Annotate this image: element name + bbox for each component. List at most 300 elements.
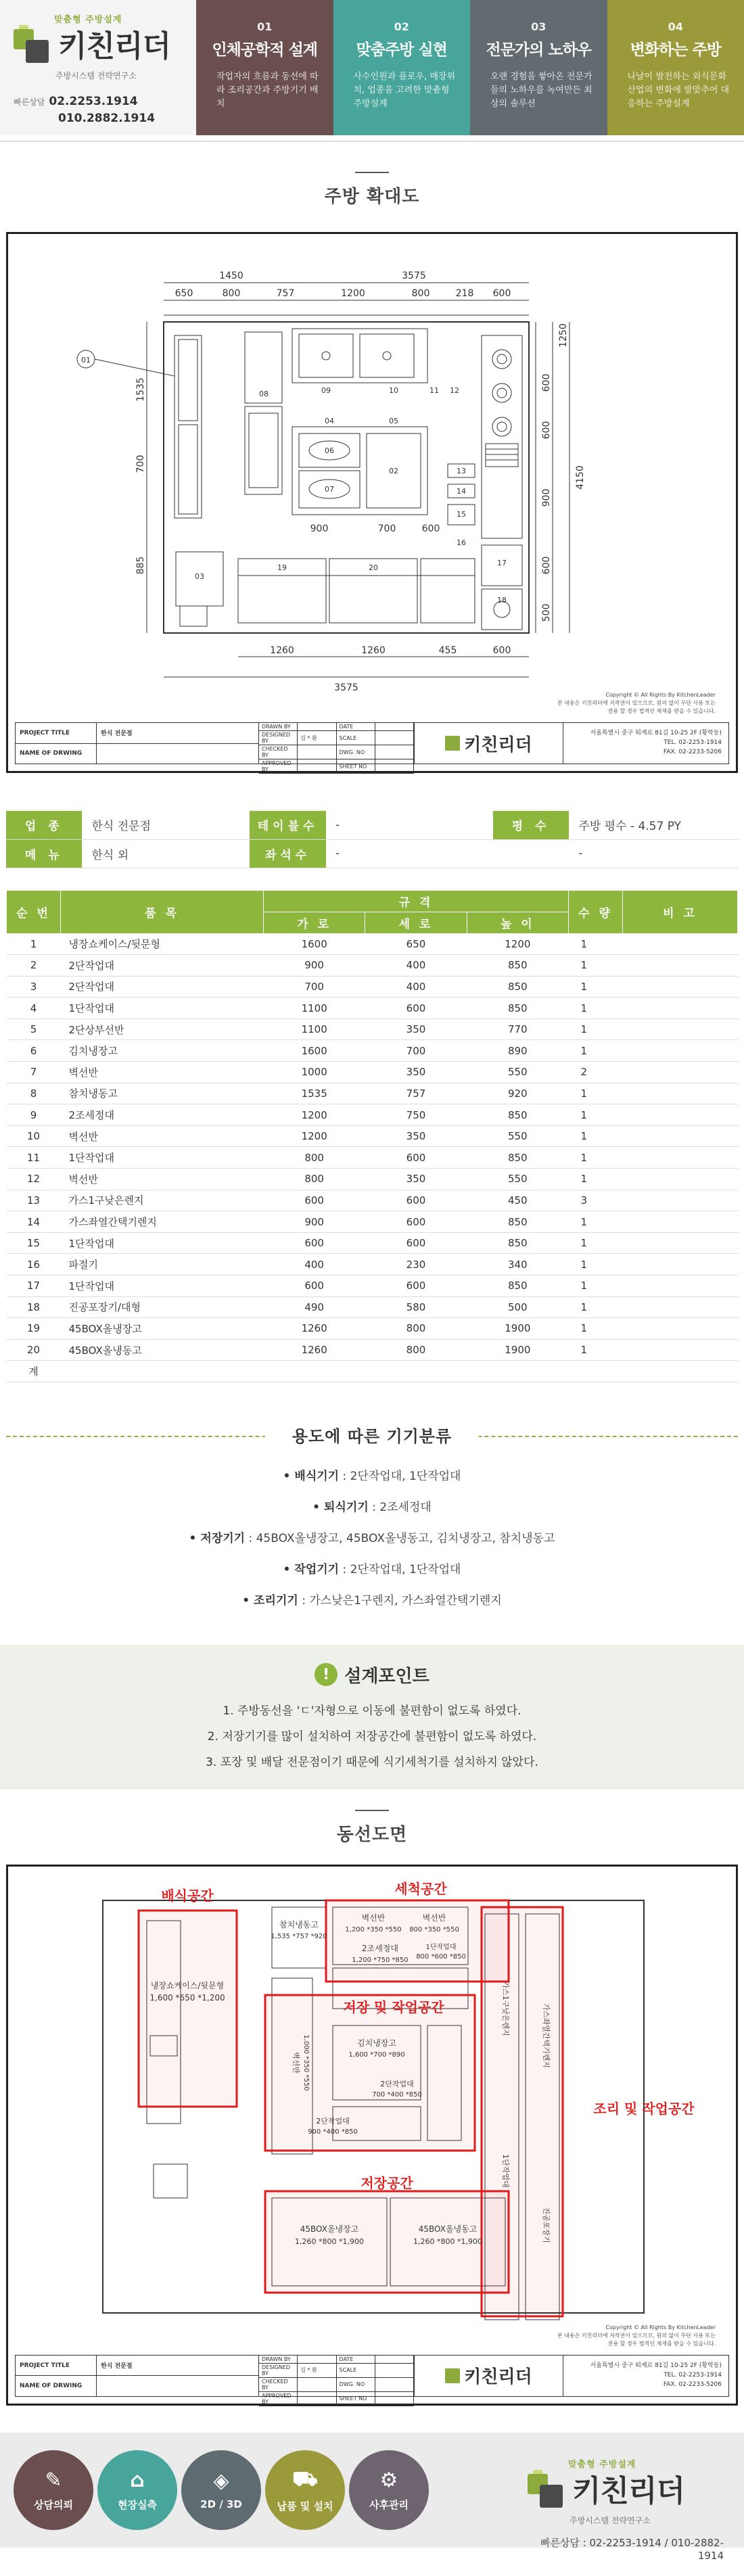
button-label: 현장실측 — [118, 2498, 157, 2511]
cell-height: 850 — [467, 955, 568, 977]
cell-no: 11 — [7, 1147, 61, 1169]
project-title-label: PROJECT TITLE — [16, 723, 97, 743]
footer — [0, 2433, 744, 2562]
cell-height: 770 — [467, 1018, 568, 1040]
feature-1 — [196, 0, 333, 135]
table-row — [7, 1083, 738, 1104]
item-label: 05 — [389, 417, 398, 425]
feature-num: 02 — [394, 20, 409, 33]
cell-height: 850 — [467, 1211, 568, 1233]
zone-label-cook-work: 조리 및 작업공간 — [593, 2100, 695, 2117]
feature-num: 01 — [257, 20, 273, 33]
item-label: 09 — [321, 386, 331, 395]
usage-key: 퇴식기기 — [324, 1500, 369, 1514]
cell-no: 15 — [7, 1232, 61, 1254]
cell-depth: 350 — [365, 1169, 467, 1190]
cell-note — [623, 955, 738, 977]
title-block-grid — [259, 723, 415, 772]
cell-qty: 1 — [569, 1125, 623, 1147]
cell-depth: 350 — [365, 1125, 467, 1147]
cell-item: 파절기 — [61, 1254, 264, 1275]
info-value: - — [326, 839, 493, 868]
feature-title: 전문가의 노하우 — [486, 41, 592, 59]
cell-width: 1260 — [264, 1339, 365, 1361]
contact-number[interactable]: 02-2253-1914 / 010-2882-1914 — [589, 2536, 724, 2562]
dim-label: 1250 — [558, 323, 569, 348]
cell-item: 벽선반 — [61, 1062, 264, 1083]
cell-item: 45BOX올냉장고 — [61, 1318, 264, 1340]
logo-subtitle: 주방시스템 전략연구소 — [569, 2515, 651, 2525]
cell-height: 1900 — [467, 1318, 568, 1340]
scale-label: SCALE — [337, 731, 375, 745]
col-size: 규 격 — [264, 890, 569, 912]
feature-desc: 작업자의 흐름과 동선에 따라 조리공간과 주방기기 배치 — [216, 72, 319, 109]
table-row — [7, 1254, 738, 1275]
table-row — [7, 1169, 738, 1190]
cell-height: 1900 — [467, 1339, 568, 1361]
cell-height: 850 — [467, 1275, 568, 1297]
item-label: 20 — [369, 563, 378, 572]
cell-depth: 650 — [365, 933, 467, 955]
col-depth: 세 로 — [365, 912, 467, 933]
cell-qty: 1 — [569, 1275, 623, 1297]
equip-label: 45BOX올냉장고 — [300, 2224, 359, 2234]
logo-mark-icon — [528, 2470, 567, 2513]
zone-label-store-work: 저장 및 작업공간 — [343, 1998, 444, 2015]
footer-logo[interactable] — [528, 2457, 724, 2562]
cell-qty — [569, 1361, 623, 1382]
table-row — [7, 1232, 738, 1254]
usage-title — [6, 1423, 738, 1450]
equip-label: 가스1구낮은렌지 — [501, 1981, 510, 2036]
cell-depth: 600 — [365, 998, 467, 1019]
scale-label: SCALE — [337, 2364, 375, 2378]
title-block-grid — [259, 2356, 415, 2405]
date-label: DATE — [337, 2356, 375, 2364]
designed-by: DESIGNED BY — [259, 731, 298, 745]
copyright-note: 본 내용은 키친리더에 저작권이 있으므로, 원의 없이 무단 사용 또는 전용 할 경우 법적인 제재를 받을 수 있습니다. — [557, 2332, 716, 2347]
cell-qty: 1 — [569, 1147, 623, 1169]
cell-depth: 800 — [365, 1318, 467, 1340]
designed-by: DESIGNED BY — [259, 2364, 298, 2378]
table-row — [7, 1125, 738, 1147]
item-label: 15 — [457, 510, 466, 519]
flow-plan-svg — [15, 1873, 729, 2347]
item-label: 13 — [457, 467, 466, 475]
equip-dim: 1,200 *750 *850 — [352, 1956, 409, 1964]
cell-depth: 600 — [365, 1147, 467, 1169]
dim-label: 3575 — [334, 682, 358, 693]
dim-label: 600 — [541, 421, 552, 440]
cell-no: 9 — [7, 1104, 61, 1126]
aftercare-button[interactable] — [349, 2450, 429, 2530]
cell-qty: 1 — [569, 1169, 623, 1190]
dim-label: 218 — [455, 288, 474, 299]
table-row — [7, 1275, 738, 1297]
dim-label: 700 — [135, 454, 146, 473]
dim-label: 885 — [135, 556, 146, 575]
dwg-no: DWG. NO — [337, 745, 375, 759]
fax: FAX. 02-2233-5206 — [663, 2381, 722, 2388]
cell-qty: 1 — [569, 1318, 623, 1340]
logo-name: 키친리더 — [58, 29, 171, 64]
cell-no: 7 — [7, 1062, 61, 1083]
usage-key: 작업기기 — [294, 1562, 340, 1576]
usage-item: • 조리기기 : 가스낮은1구렌지, 가스좌열간택기렌지 — [242, 1593, 502, 1608]
equip-dim: 1,600 *650 *1,200 — [149, 1992, 225, 2003]
equip-dim: 700 *400 *850 — [372, 2090, 422, 2099]
info-value: 주방 평수 - 4.57 PY — [569, 811, 738, 839]
table-row — [7, 1104, 738, 1126]
phone-2[interactable]: 010.2882.1914 — [58, 112, 156, 125]
floor-plan-svg — [15, 241, 729, 714]
title-block — [15, 722, 729, 772]
usage-key: 저장기기 — [200, 1531, 246, 1545]
usage-value: 2단작업대, 1단작업대 — [350, 1469, 461, 1483]
cell-no: 16 — [7, 1254, 61, 1275]
layers-icon: ◈ — [213, 2469, 229, 2493]
cell-note — [623, 998, 738, 1019]
table-row — [7, 1018, 738, 1040]
cell-width: 400 — [264, 1254, 365, 1275]
flow-plan — [6, 1865, 738, 2406]
drawn-by: DRAWN BY — [259, 2356, 298, 2364]
sheet-no: SHEET NO — [337, 759, 375, 774]
cell-height: 850 — [467, 976, 568, 998]
info-row — [6, 811, 738, 839]
wrench-icon: ⚙ — [379, 2468, 398, 2492]
fax: FAX. 02-2233-5206 — [663, 749, 722, 755]
info-label: 메 뉴 — [6, 839, 82, 868]
equip-label: 진공포장기 — [542, 2207, 551, 2243]
cell-width: 1600 — [264, 933, 365, 955]
equip-dim: 800 *350 *550 — [409, 1925, 459, 1934]
table-row — [7, 1040, 738, 1062]
cell-note — [623, 1296, 738, 1318]
dim-label: 700 — [377, 523, 396, 534]
equip-label: 냉장쇼케이스/뒷문형 — [150, 1980, 225, 1990]
info-value: 한식 전문점 — [82, 811, 250, 839]
cell-width: 700 — [264, 976, 365, 998]
site-measure-button[interactable] — [97, 2450, 177, 2530]
cell-item: 1단작업대 — [61, 1232, 264, 1254]
project-title: 한식 전문점 — [101, 730, 133, 738]
address: 서울특별시 중구 퇴계로 81길 10-25 2F (황학동) — [590, 2362, 722, 2369]
cell-height: 550 — [467, 1062, 568, 1083]
info-label: 테이블수 — [250, 811, 325, 839]
cell-height: 850 — [467, 1104, 568, 1126]
col-no: 순 번 — [7, 890, 61, 933]
cell-width: 1260 — [264, 1318, 365, 1340]
kitchen-floor-plan — [6, 232, 738, 773]
usage-item: • 작업기기 : 2단작업대, 1단작업대 — [283, 1562, 461, 1576]
table-row — [7, 1062, 738, 1083]
usage-value: 2조세정대 — [379, 1500, 432, 1514]
logo-mark-icon — [445, 2368, 460, 2383]
dim-label: 650 — [175, 288, 193, 299]
cell-height: 890 — [467, 1040, 568, 1062]
cell-no: 4 — [7, 998, 61, 1019]
copyright-note: 본 내용은 키친리더에 저작권이 있으므로, 원의 없이 무단 사용 또는 전용 할 경우 법적인 제재를 받을 수 있습니다. — [557, 700, 716, 714]
dim-label: 455 — [438, 645, 457, 656]
cell-qty: 1 — [569, 1083, 623, 1104]
cell-height: 550 — [467, 1125, 568, 1147]
info-value: - — [569, 839, 738, 868]
equip-dim: 1,535 *757 *920 — [271, 1932, 327, 1940]
cell-item: 벽선반 — [61, 1169, 264, 1190]
item-label: 19 — [277, 563, 287, 572]
cell-depth: 350 — [365, 1062, 467, 1083]
item-label: 17 — [497, 559, 507, 567]
cell-depth: 600 — [365, 1190, 467, 1211]
item-label: 06 — [325, 446, 334, 455]
logo-tagline: 맞춤형 주방설계 — [54, 15, 122, 25]
cell-no: 14 — [7, 1211, 61, 1233]
equip-label: 1단작업대 — [501, 2154, 510, 2188]
logo-mark-icon — [14, 25, 53, 68]
equip-label: 2조세정대 — [361, 1943, 399, 1953]
usage-key: 조리기기 — [254, 1593, 298, 1608]
cell-no: 17 — [7, 1275, 61, 1297]
cell-note — [623, 1254, 738, 1275]
feature-4 — [607, 0, 744, 135]
dim-label: 600 — [541, 373, 552, 392]
cell-item: 1단작업대 — [61, 998, 264, 1019]
cell-no: 19 — [7, 1318, 61, 1340]
cell-item: 진공포장기/대형 — [61, 1296, 264, 1318]
cell-height: 850 — [467, 998, 568, 1019]
cell-width — [264, 1361, 365, 1382]
project-info-table — [6, 811, 738, 868]
equip-label: 2단작업대 — [316, 2116, 350, 2126]
feature-title: 변화하는 주방 — [630, 41, 721, 59]
cell-width: 1600 — [264, 1040, 365, 1062]
cell-item: 참치냉동고 — [61, 1083, 264, 1104]
logo-subtitle: 주방시스템 전략연구소 — [55, 71, 137, 80]
table-row — [7, 955, 738, 977]
cell-width: 900 — [264, 955, 365, 977]
cell-note — [623, 1318, 738, 1340]
item-label: 11 — [429, 386, 439, 395]
date-label: DATE — [337, 723, 375, 731]
cell-no: 3 — [7, 976, 61, 998]
feature-desc: 오랜 경험을 쌓아온 전문가들의 노하우를 녹여만든 최상의 솔루션 — [490, 72, 592, 109]
title-block-logo — [415, 2356, 563, 2396]
dim-label: 1535 — [135, 377, 146, 402]
cell-note — [623, 1169, 738, 1190]
cell-no: 5 — [7, 1018, 61, 1040]
cell-qty: 1 — [569, 955, 623, 977]
equip-label: 2단작업대 — [380, 2079, 414, 2088]
copyright-line: Copyright © All Rights By KitchenLeader — [605, 692, 716, 698]
table-row — [7, 998, 738, 1019]
spec-body — [7, 933, 738, 1382]
cell-depth: 600 — [365, 1232, 467, 1254]
cell-note — [623, 1083, 738, 1104]
phone-1[interactable]: 02.2253.1914 — [49, 95, 138, 108]
design-point: 1. 주방동선을 'ㄷ'자형으로 이동에 불편함이 없도록 하였다. — [223, 1704, 521, 1718]
usage-value: 2단작업대, 1단작업대 — [350, 1562, 461, 1576]
cell-width: 1535 — [264, 1083, 365, 1104]
design-point: 2. 저장기기를 많이 설치하여 저장공간에 불편함이 없도록 하였다. — [207, 1729, 537, 1743]
cell-qty: 1 — [569, 976, 623, 998]
button-label: 2D / 3D — [200, 2498, 242, 2511]
feature-title: 맞춤주방 실현 — [356, 41, 447, 59]
cell-item: 가스좌열간택기렌지 — [61, 1211, 264, 1233]
cell-note — [623, 1040, 738, 1062]
equip-dim: 1,200 *350 *550 — [345, 1925, 402, 1934]
cell-no: 20 — [7, 1339, 61, 1361]
cell-note — [623, 1018, 738, 1040]
usage-item: • 퇴식기기 : 2조세정대 — [312, 1500, 432, 1514]
equip-dim: 1,600 *700 *890 — [348, 2051, 405, 2059]
table-row — [7, 1190, 738, 1211]
cell-width: 800 — [264, 1147, 365, 1169]
title-block-address — [563, 723, 728, 764]
drawing-name-label: NAME OF DRWING — [16, 2376, 97, 2396]
cell-item: 김치냉장고 — [61, 1040, 264, 1062]
zone-label-serve: 배식공간 — [161, 1887, 214, 1904]
info-label: 업 종 — [6, 811, 82, 839]
cell-width: 800 — [264, 1169, 365, 1190]
table-row — [7, 1318, 738, 1340]
cell-height — [467, 1361, 568, 1382]
info-value: 한식 외 — [82, 839, 250, 868]
info-row — [6, 839, 738, 868]
dwg-no: DWG. NO — [337, 2378, 375, 2392]
title-block-logo — [415, 723, 563, 764]
dim-label: 900 — [310, 523, 329, 534]
cell-width: 600 — [264, 1275, 365, 1297]
design-point: 3. 포장 및 배달 전문점이기 때문에 식기세척기를 설치하지 않았다. — [206, 1755, 538, 1769]
cell-no: 8 — [7, 1083, 61, 1104]
feature-desc: 나날이 발전하는 외식문화 산업의 변화에 발맞추어 대응하는 주방설계 — [627, 72, 730, 109]
cell-width: 1200 — [264, 1104, 365, 1126]
dim-label: 600 — [492, 288, 511, 299]
design-2d3d-button[interactable] — [181, 2450, 261, 2530]
cell-depth: 800 — [365, 1339, 467, 1361]
cell-item: 벽선반 — [61, 1125, 264, 1147]
col-width: 가 로 — [264, 912, 365, 933]
usage-item: • 저장기기 : 45BOX올냉장고, 45BOX올냉동고, 김치냉장고, 참치냉동고 — [189, 1531, 555, 1545]
cell-note — [623, 1275, 738, 1297]
equip-dim: 1,260 *800 *1,900 — [413, 2237, 482, 2246]
item-label: 02 — [389, 467, 398, 475]
dim-label: 4150 — [575, 465, 586, 490]
item-label: 16 — [457, 538, 466, 547]
tel: TEL. 02-2253-1914 — [664, 2371, 722, 2379]
cell-item: 가스1구낮은렌지 — [61, 1190, 264, 1211]
delivery-button[interactable] — [265, 2450, 345, 2530]
cell-qty: 3 — [569, 1190, 623, 1211]
tel: TEL. 02-2253-1914 — [664, 739, 722, 746]
table-row — [7, 1211, 738, 1233]
cell-qty: 1 — [569, 933, 623, 955]
cell-qty: 1 — [569, 1254, 623, 1275]
cell-height: 850 — [467, 1147, 568, 1169]
cell-depth: 400 — [365, 976, 467, 998]
item-label: 03 — [195, 572, 204, 581]
equip-label: 1단작업대 — [425, 1943, 457, 1951]
table-row — [7, 1361, 738, 1382]
checked-by: CHECKED BY — [259, 745, 298, 759]
usage-value: 가스낮은1구렌지, 가스좌열간택기렌지 — [309, 1593, 502, 1608]
dim-label: 757 — [276, 288, 295, 299]
cell-depth: 600 — [365, 1211, 467, 1233]
cell-note — [623, 1211, 738, 1233]
cell-no: 12 — [7, 1169, 61, 1190]
usage-key: 배식기기 — [294, 1469, 340, 1483]
feature-num: 03 — [531, 20, 547, 33]
cell-depth: 400 — [365, 955, 467, 977]
equip-label: 김치냉장고 — [357, 2038, 396, 2048]
table-row — [7, 933, 738, 955]
dim-label: 1260 — [270, 645, 294, 656]
designer: 김 * 환 — [298, 2364, 336, 2378]
cell-note — [623, 1190, 738, 1211]
item-label: 12 — [450, 386, 459, 395]
logo-box[interactable] — [0, 0, 196, 135]
cell-no: 10 — [7, 1125, 61, 1147]
cell-width: 490 — [264, 1296, 365, 1318]
approved-by: APPROVED BY — [259, 2392, 298, 2406]
table-row — [7, 1296, 738, 1318]
cell-width: 600 — [264, 1232, 365, 1254]
cell-item: 1단작업대 — [61, 1275, 264, 1297]
feature-3 — [470, 0, 607, 135]
cell-item: 2단상부선반 — [61, 1018, 264, 1040]
cell-qty: 1 — [569, 1040, 623, 1062]
cell-depth — [365, 1361, 467, 1382]
consult-button[interactable] — [14, 2450, 93, 2530]
dim-label: 600 — [421, 523, 440, 534]
info-label: 평 수 — [493, 811, 569, 839]
cell-note — [623, 1232, 738, 1254]
truck-icon: ⛟ — [292, 2466, 318, 2491]
cell-height: 920 — [467, 1083, 568, 1104]
cell-depth: 750 — [365, 1104, 467, 1126]
col-note: 비 고 — [623, 890, 738, 933]
checked-by: CHECKED BY — [259, 2378, 298, 2392]
item-label: 10 — [389, 386, 398, 395]
button-label: 상담의뢰 — [34, 2498, 73, 2511]
sheet-no: SHEET NO — [337, 2392, 375, 2406]
button-label: 납품 및 설치 — [277, 2500, 333, 2512]
copyright-line: Copyright © All Rights By KitchenLeader — [605, 2324, 716, 2331]
cell-item — [61, 1361, 264, 1382]
cell-width: 1100 — [264, 1018, 365, 1040]
title-block — [15, 2355, 729, 2405]
cell-qty: 2 — [569, 1062, 623, 1083]
cell-item: 45BOX올냉동고 — [61, 1339, 264, 1361]
contact-label: 빠른상담 — [540, 2536, 580, 2549]
item-label: 04 — [325, 417, 334, 425]
cell-item: 1단작업대 — [61, 1147, 264, 1169]
logo-mark-icon — [445, 736, 460, 751]
equip-label: 45BOX올냉동고 — [418, 2224, 478, 2234]
cell-note — [623, 976, 738, 998]
cell-depth: 600 — [365, 1275, 467, 1297]
footer-contact: 빠른상담 : 02-2253-1914 / 010-2882-1914 — [540, 2536, 724, 2562]
cell-no: 1 — [7, 933, 61, 955]
cell-height: 850 — [467, 1232, 568, 1254]
equip-label: 벽선반 — [361, 1913, 386, 1923]
equip-label: 가스좌열간택기렌지 — [542, 2003, 551, 2068]
cell-item: 2조세정대 — [61, 1104, 264, 1126]
cell-depth: 230 — [365, 1254, 467, 1275]
usage-value: 45BOX올냉장고, 45BOX올냉동고, 김치냉장고, 참치냉동고 — [256, 1531, 555, 1545]
project-title-label: PROJECT TITLE — [16, 2356, 97, 2376]
